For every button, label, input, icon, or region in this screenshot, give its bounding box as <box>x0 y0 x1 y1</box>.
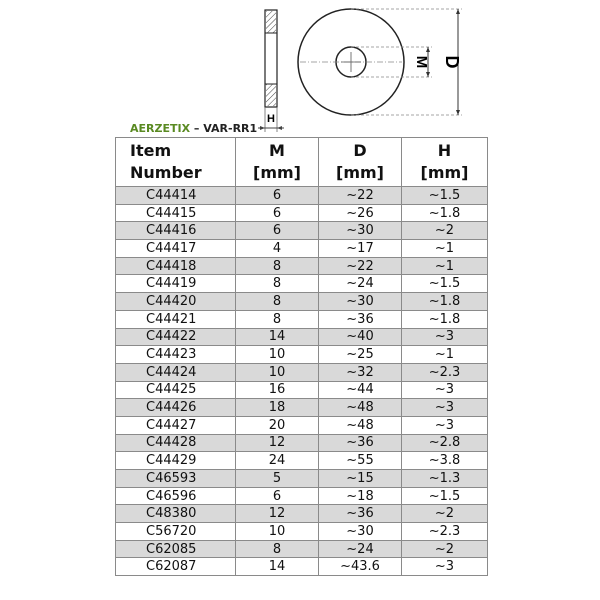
cell-d: ~43.6 <box>319 558 402 576</box>
cell-item-number: C44421 <box>116 310 236 328</box>
cell-h: ~1.3 <box>402 470 488 488</box>
cell-item-number: C44415 <box>116 204 236 222</box>
cell-m: 6 <box>236 222 319 240</box>
cell-m: 16 <box>236 381 319 399</box>
brand-name: AERZETIX <box>130 122 191 135</box>
cell-m: 8 <box>236 310 319 328</box>
cell-d: ~24 <box>319 540 402 558</box>
header-h: H [mm] <box>402 138 488 187</box>
table-row <box>116 434 488 452</box>
cell-item-number: C44418 <box>116 257 236 275</box>
table-row <box>116 416 488 434</box>
cell-h: ~2 <box>402 540 488 558</box>
size-table-header <box>116 138 488 187</box>
cell-m: 10 <box>236 523 319 541</box>
table-row <box>116 540 488 558</box>
cell-item-number: C44426 <box>116 399 236 417</box>
cell-h: ~2 <box>402 505 488 523</box>
cell-item-number: C44417 <box>116 240 236 258</box>
cell-item-number: C48380 <box>116 505 236 523</box>
cell-h: ~1 <box>402 257 488 275</box>
table-row <box>116 487 488 505</box>
cell-h: ~3 <box>402 558 488 576</box>
table-row <box>116 328 488 346</box>
cell-d: ~36 <box>319 434 402 452</box>
cell-d: ~30 <box>319 222 402 240</box>
table-row <box>116 381 488 399</box>
cell-h: ~3 <box>402 381 488 399</box>
table-row <box>116 257 488 275</box>
table-row <box>116 505 488 523</box>
cell-d: ~30 <box>319 523 402 541</box>
cell-m: 8 <box>236 540 319 558</box>
cell-m: 6 <box>236 204 319 222</box>
cell-h: ~1.8 <box>402 293 488 311</box>
dimension-label-h: H <box>267 113 275 125</box>
cell-d: ~36 <box>319 505 402 523</box>
cell-d: ~32 <box>319 363 402 381</box>
cell-d: ~48 <box>319 416 402 434</box>
cell-h: ~1 <box>402 346 488 364</box>
cell-d: ~15 <box>319 470 402 488</box>
size-table-body <box>116 187 488 576</box>
cell-d: ~24 <box>319 275 402 293</box>
cell-item-number: C44414 <box>116 187 236 205</box>
cell-d: ~18 <box>319 487 402 505</box>
cell-m: 6 <box>236 487 319 505</box>
washer-diagram <box>0 0 600 140</box>
table-row <box>116 346 488 364</box>
cell-m: 24 <box>236 452 319 470</box>
cell-item-number: C44428 <box>116 434 236 452</box>
size-table <box>115 137 488 576</box>
cell-h: ~2 <box>402 222 488 240</box>
cell-m: 10 <box>236 346 319 364</box>
cell-item-number: C44427 <box>116 416 236 434</box>
cell-m: 12 <box>236 505 319 523</box>
table-row <box>116 470 488 488</box>
cell-m: 14 <box>236 328 319 346</box>
cell-item-number: C44429 <box>116 452 236 470</box>
cell-item-number: C44422 <box>116 328 236 346</box>
header-item-number: Item Number <box>116 138 236 187</box>
table-row <box>116 363 488 381</box>
cell-h: ~2.3 <box>402 363 488 381</box>
cell-item-number: C44424 <box>116 363 236 381</box>
cell-d: ~36 <box>319 310 402 328</box>
dimension-label-d: D <box>442 55 462 69</box>
cell-d: ~22 <box>319 257 402 275</box>
table-row <box>116 310 488 328</box>
cell-h: ~3.8 <box>402 452 488 470</box>
cell-h: ~2.3 <box>402 523 488 541</box>
cell-item-number: C46596 <box>116 487 236 505</box>
cell-d: ~17 <box>319 240 402 258</box>
cell-h: ~1.5 <box>402 275 488 293</box>
cell-h: ~3 <box>402 328 488 346</box>
cell-m: 10 <box>236 363 319 381</box>
table-row <box>116 523 488 541</box>
cell-d: ~48 <box>319 399 402 417</box>
cell-h: ~1 <box>402 240 488 258</box>
cell-d: ~30 <box>319 293 402 311</box>
cell-item-number: C46593 <box>116 470 236 488</box>
cell-d: ~22 <box>319 187 402 205</box>
cell-d: ~44 <box>319 381 402 399</box>
table-row <box>116 275 488 293</box>
cell-m: 8 <box>236 257 319 275</box>
header-m: M [mm] <box>236 138 319 187</box>
washer-front-view <box>298 9 462 115</box>
cell-d: ~40 <box>319 328 402 346</box>
table-row <box>116 452 488 470</box>
cell-m: 6 <box>236 187 319 205</box>
table-row <box>116 204 488 222</box>
cell-item-number: C44420 <box>116 293 236 311</box>
brand-model: VAR-RR1 <box>203 122 258 135</box>
cell-item-number: C62085 <box>116 540 236 558</box>
table-row <box>116 558 488 576</box>
cell-m: 12 <box>236 434 319 452</box>
cell-item-number: C44423 <box>116 346 236 364</box>
cell-m: 20 <box>236 416 319 434</box>
cell-item-number: C44425 <box>116 381 236 399</box>
cell-h: ~3 <box>402 416 488 434</box>
cell-d: ~25 <box>319 346 402 364</box>
table-row <box>116 187 488 205</box>
cell-m: 5 <box>236 470 319 488</box>
cell-item-number: C56720 <box>116 523 236 541</box>
cell-m: 8 <box>236 275 319 293</box>
dimension-label-m: M <box>413 55 430 69</box>
table-row <box>116 240 488 258</box>
header-d: D [mm] <box>319 138 402 187</box>
table-row <box>116 222 488 240</box>
brand-line <box>130 122 257 135</box>
cell-item-number: C62087 <box>116 558 236 576</box>
cell-m: 8 <box>236 293 319 311</box>
cell-d: ~55 <box>319 452 402 470</box>
cell-item-number: C44419 <box>116 275 236 293</box>
table-row <box>116 399 488 417</box>
cell-h: ~1.8 <box>402 310 488 328</box>
brand-separator: – <box>190 122 204 135</box>
cell-item-number: C44416 <box>116 222 236 240</box>
cell-m: 14 <box>236 558 319 576</box>
cell-h: ~3 <box>402 399 488 417</box>
cell-m: 18 <box>236 399 319 417</box>
cell-d: ~26 <box>319 204 402 222</box>
cell-h: ~2.8 <box>402 434 488 452</box>
cell-h: ~1.5 <box>402 187 488 205</box>
cell-m: 4 <box>236 240 319 258</box>
cell-h: ~1.5 <box>402 487 488 505</box>
table-row <box>116 293 488 311</box>
cell-h: ~1.8 <box>402 204 488 222</box>
